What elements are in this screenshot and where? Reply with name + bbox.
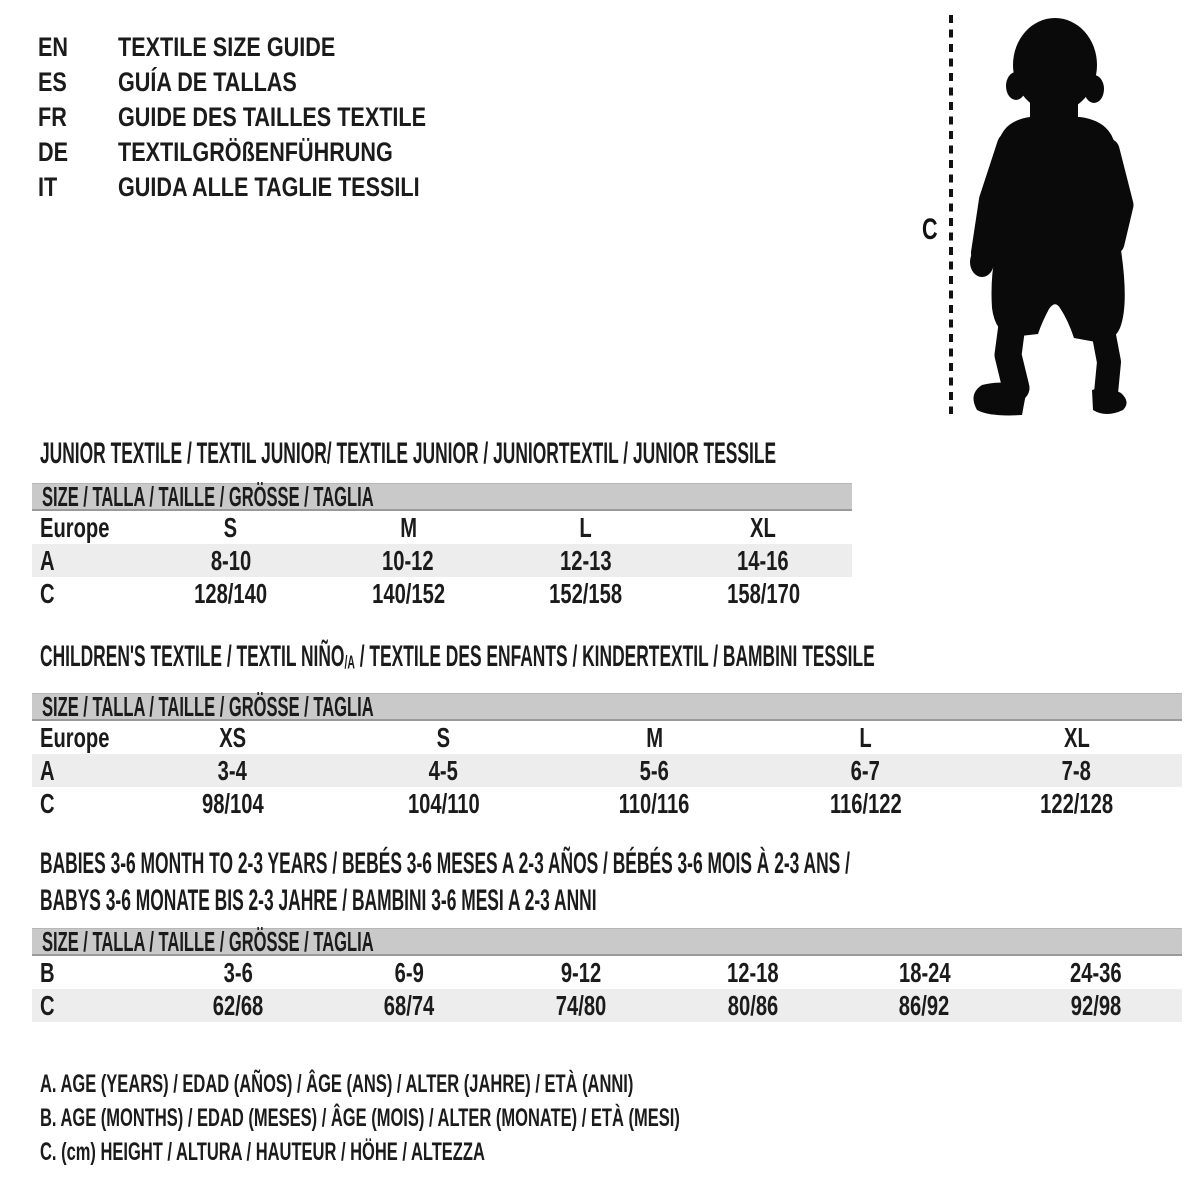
language-title-list	[38, 30, 503, 205]
guide-title-en: TEXTILE SIZE GUIDE	[118, 32, 336, 62]
height-value: 86/92	[899, 989, 950, 1021]
language-code: FR	[38, 102, 67, 132]
height-value: 80/86	[727, 989, 779, 1021]
size-value: XL	[1063, 721, 1090, 753]
table-row-europe	[32, 511, 852, 544]
table-row-age	[32, 754, 1182, 787]
junior-size-table	[32, 483, 852, 610]
size-value: M	[399, 511, 417, 543]
row-label: Europe	[40, 721, 110, 753]
size-value: L	[579, 511, 592, 543]
size-value: S	[436, 721, 451, 753]
table-row-height	[32, 787, 1182, 820]
size-value: XS	[219, 721, 246, 753]
age-value: 4-5	[428, 754, 459, 786]
table-row-height	[32, 577, 852, 610]
height-value: 116/122	[829, 787, 902, 819]
height-value: 74/80	[555, 989, 607, 1021]
height-value: 122/128	[1040, 787, 1113, 819]
legend-line-c: C. (cm) HEIGHT / ALTURA / HAUTEUR / HÖHE / ALTEZZA	[40, 1138, 485, 1166]
age-value: 10-12	[382, 544, 435, 576]
size-header-bar: SIZE / TALLA / TAILLE / GRÖSSE / TAGLIA	[32, 483, 852, 511]
legend-line-a: A. AGE (YEARS) / EDAD (AÑOS) / ÂGE (ANS) / ALTER (JAHRE) / ETÀ (ANNI)	[40, 1070, 634, 1098]
row-label: A	[40, 754, 55, 786]
language-row	[38, 30, 503, 65]
language-row	[38, 135, 503, 170]
size-value: M	[646, 721, 663, 753]
height-value: 68/74	[384, 989, 435, 1021]
measurement-legend	[40, 1067, 1009, 1169]
guide-title-es: GUÍA DE TALLAS	[118, 67, 297, 97]
height-value: 104/110	[407, 787, 480, 819]
height-measure-figure	[900, 0, 1200, 440]
row-label: C	[40, 577, 55, 609]
age-value: 5-6	[639, 754, 670, 786]
months-value: 9-12	[561, 956, 602, 988]
nino-a-subscript: /A	[344, 652, 355, 673]
height-value: 98/104	[201, 787, 264, 819]
legend-line-b: B. AGE (MONTHS) / EDAD (MESES) / ÂGE (MOIS) / ALTER (MONATE) / ETÀ (MESI)	[40, 1104, 680, 1132]
months-value: 18-24	[898, 956, 951, 988]
guide-title-de: TEXTILGRÖßENFÜHRUNG	[118, 137, 393, 167]
size-value: XL	[750, 511, 777, 543]
height-value: 140/152	[371, 577, 445, 609]
table-row-europe	[32, 721, 1182, 754]
table-row-age	[32, 544, 852, 577]
language-row	[38, 170, 503, 205]
age-value: 3-4	[217, 754, 248, 786]
baby-silhouette-icon	[970, 18, 1127, 415]
measure-label-c: C	[922, 211, 938, 246]
months-value: 24-36	[1070, 956, 1122, 988]
months-value: 3-6	[223, 956, 253, 988]
size-value: L	[859, 721, 872, 753]
children-section-heading: CHILDREN'S TEXTILE / TEXTIL NIÑO/A / TEXTILE DES ENFANTS / KINDERTEXTIL / BAMBINI TESSILE	[40, 640, 875, 673]
language-code: IT	[38, 172, 58, 202]
height-value: 110/116	[619, 787, 690, 819]
children-size-table	[32, 693, 1182, 820]
row-label: B	[40, 956, 55, 988]
table-row-height	[32, 989, 1182, 1022]
row-label: C	[40, 989, 55, 1021]
babies-section-heading: BABIES 3-6 MONTH TO 2-3 YEARS / BEBÉS 3-6 MESES A 2-3 AÑOS / BÉBÉS 3-6 MOIS À 2-3 ANS / BABYS 3-6 MONATE BIS 2-3 JAHRE / BAMBINI 3-6 MESI A 2-3 ANNI	[40, 847, 850, 917]
age-value: 14-16	[737, 544, 790, 576]
height-value: 62/68	[212, 989, 264, 1021]
language-code: EN	[38, 32, 69, 62]
age-value: 12-13	[559, 544, 612, 576]
age-value: 7-8	[1061, 754, 1092, 786]
height-value: 152/158	[549, 577, 623, 609]
age-value: 8-10	[210, 544, 251, 576]
height-value: 128/140	[194, 577, 268, 609]
height-value: 158/170	[726, 577, 800, 609]
months-value: 6-9	[394, 956, 425, 988]
table-row-months	[32, 956, 1182, 989]
language-row	[38, 65, 503, 100]
language-code: DE	[38, 137, 69, 167]
guide-title-fr: GUIDE DES TAILLES TEXTILE	[118, 102, 427, 132]
babies-size-table	[32, 928, 1182, 1022]
language-code: ES	[38, 67, 67, 97]
size-header-bar: SIZE / TALLA / TAILLE / GRÖSSE / TAGLIA	[32, 693, 1182, 721]
junior-section-heading: JUNIOR TEXTILE / TEXTIL JUNIOR/ TEXTILE JUNIOR / JUNIORTEXTIL / JUNIOR TESSILE	[40, 437, 777, 470]
height-value: 92/98	[1070, 989, 1122, 1021]
age-value: 6-7	[850, 754, 881, 786]
months-value: 12-18	[727, 956, 779, 988]
size-header-bar: SIZE / TALLA / TAILLE / GRÖSSE / TAGLIA	[32, 928, 1182, 956]
row-label: A	[40, 544, 55, 576]
size-value: S	[224, 511, 238, 543]
row-label: Europe	[40, 511, 110, 543]
language-row	[38, 100, 503, 135]
row-label: C	[40, 787, 55, 819]
guide-title-it: GUIDA ALLE TAGLIE TESSILI	[118, 172, 420, 202]
